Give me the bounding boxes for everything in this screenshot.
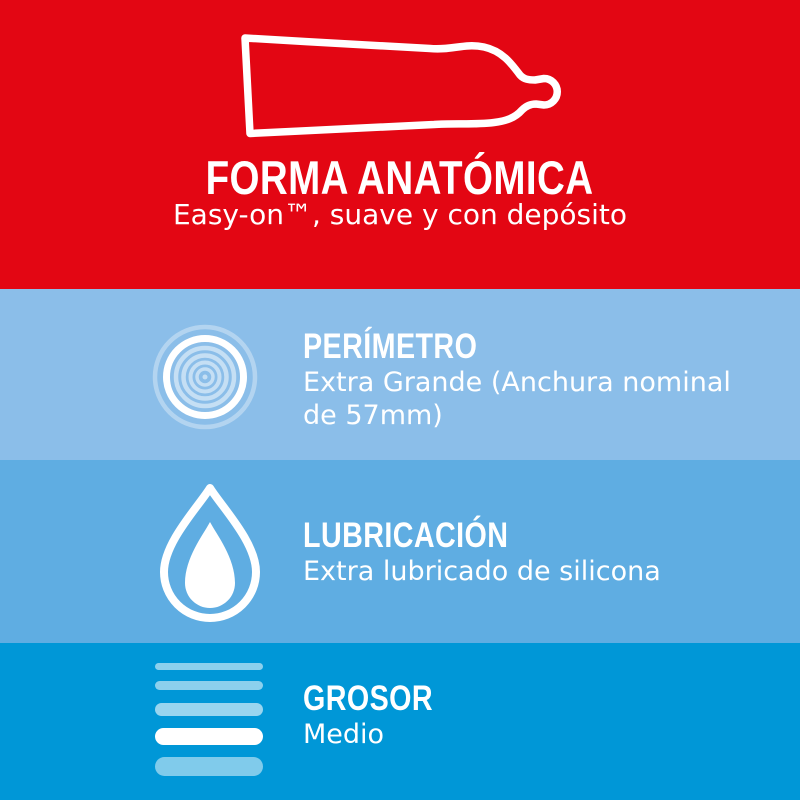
thickness-bar-selected <box>155 728 263 745</box>
feature-text-grosor <box>303 681 755 751</box>
feature-row-lubricacion <box>0 460 800 643</box>
feature-description-grosor: Medio <box>303 719 385 750</box>
water-drop-icon <box>155 480 265 625</box>
thickness-bar-medium <box>155 703 263 716</box>
concentric-circles-icon <box>145 317 265 437</box>
header-subtitle: Easy-on™, suave y con depósito <box>172 198 628 231</box>
header-section <box>0 0 800 289</box>
feature-row-grosor <box>0 643 800 800</box>
thickness-bar-thick <box>155 757 263 776</box>
thickness-bar-thin <box>155 663 263 670</box>
feature-text-lubricacion <box>303 518 755 588</box>
feature-title-lubricacion: LUBRICACIÓN <box>303 516 509 555</box>
feature-description-perimetro: Extra Grande (Anchura nominal de 57mm) <box>303 367 731 431</box>
header-title-text: FORMA ANATÓMICA <box>206 151 594 204</box>
feature-text-perimetro <box>303 329 755 432</box>
feature-title-perimetro: PERÍMETRO <box>303 327 478 366</box>
feature-row-perimetro <box>0 289 800 460</box>
thickness-bar-light <box>155 681 263 690</box>
feature-title-grosor: GROSOR <box>303 679 434 718</box>
header-title <box>0 151 800 204</box>
thickness-bars-icon <box>155 660 263 776</box>
feature-description-lubricacion: Extra lubricado de silicona <box>303 556 661 587</box>
condom-outline-icon <box>238 30 570 142</box>
